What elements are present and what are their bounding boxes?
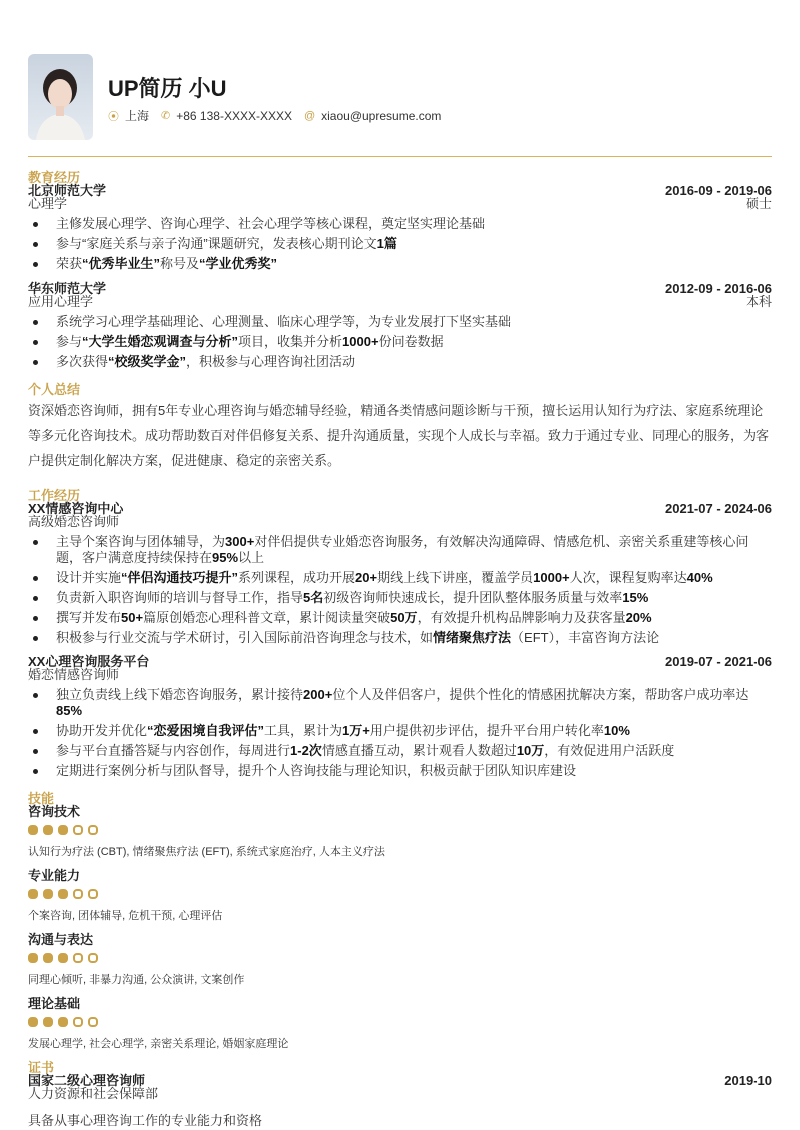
text: 份问卷数据 <box>378 333 444 349</box>
bold-text: 300+ <box>225 534 255 549</box>
bullet-list <box>28 687 772 778</box>
rating-dot-empty <box>88 825 98 835</box>
text: 荣获 <box>56 256 83 271</box>
certificate-issuer-row <box>28 1087 772 1100</box>
bold-text: 20% <box>625 609 652 625</box>
bullet-item <box>28 743 772 759</box>
certificate-description: 具备从事心理咨询工作的专业能力和资格 <box>28 1113 263 1128</box>
text: （EFT），丰富咨询方法论 <box>511 629 660 645</box>
bold-text: 50万 <box>390 609 418 625</box>
text: 设计并实施 <box>56 569 122 585</box>
text: 参与平台直播答疑与内容创作，每周进行 <box>56 742 291 758</box>
entry-degree: 硕士 <box>745 196 772 211</box>
entry-organization: 北京师范大学 <box>28 183 107 198</box>
entry-date: 2012-09 - 2016-06 <box>665 280 772 296</box>
bold-text: “伴侣沟通技巧提升” <box>121 569 239 585</box>
bold-text: 40% <box>686 569 713 585</box>
summary-text: 资深婚恋咨询师，拥有5年专业心理咨询与婚恋辅导经验，精通各类情感问题诊断与干预，擅长运用认知行为疗法、家庭系统理论等多元化咨询技术。成功帮助数百对伴侣修复关系、提升沟通质量，实现个人成长与幸福。致力于通过专业、同理心的服务，为客户提供定制化解决方案，促进健康、稳定的亲密关系。 <box>28 403 770 468</box>
skill-name: 沟通与表达 <box>28 932 94 947</box>
rating-dot-filled <box>28 1017 38 1027</box>
text: 工具，累计为 <box>264 722 343 738</box>
entry-item <box>28 502 772 645</box>
phone-icon: ✆ <box>161 110 171 122</box>
education-section <box>28 184 772 369</box>
bold-text: 1000+ <box>533 569 570 585</box>
entry-date: 2019-07 - 2021-06 <box>665 654 772 669</box>
bullet-item <box>28 314 772 330</box>
location-icon: ⦿ <box>108 110 119 123</box>
rating-dot-empty <box>73 1017 83 1027</box>
rating-dot-empty <box>73 953 83 963</box>
skill-item <box>28 805 772 859</box>
bullet-list <box>28 534 772 645</box>
rating-dot-filled <box>58 1017 68 1027</box>
text: 位个人及伴侣客户，提供个性化的情感困扰解决方案，帮助客户成功率达 <box>332 687 749 702</box>
entry-subheader <box>28 515 772 528</box>
entry-date: 2021-07 - 2024-06 <box>665 501 772 516</box>
bold-text: “恋爱困境自我评估” <box>147 722 265 738</box>
text: ，有效提升机构品牌影响力及获客量 <box>417 609 626 625</box>
skill-keywords: 同理心倾听, 非暴力沟通, 公众演讲, 文案创作 <box>28 974 245 986</box>
skills-title: 技能 <box>28 791 55 806</box>
bold-text: 情绪聚焦疗法 <box>433 629 512 645</box>
skill-rating <box>28 953 772 963</box>
bullet-item <box>28 534 772 565</box>
candidate-name: UP简历 小U <box>108 76 227 101</box>
entry-header <box>28 184 772 197</box>
skill-name: 专业能力 <box>28 868 81 883</box>
rating-dot-filled <box>43 953 53 963</box>
bullet-list <box>28 216 772 272</box>
bold-text: 200+ <box>303 687 333 702</box>
bullet-item <box>28 687 772 718</box>
rating-dot-filled <box>43 1017 53 1027</box>
bullet-item <box>28 334 772 350</box>
text: 主修发展心理学、咨询心理学、社会心理学等核心课程，奠定坚实理论基础 <box>56 216 486 231</box>
skill-keywords: 发展心理学, 社会心理学, 亲密关系理论, 婚姻家庭理论 <box>28 1038 289 1050</box>
text: 多次获得 <box>56 353 109 369</box>
bold-text: 95% <box>212 549 239 565</box>
entry-header <box>28 655 772 668</box>
text: 对伴侣提供专业婚恋咨询服务，有效解决沟通障碍、情感危机、亲密关系重建等核心问题，客户满意度持续保持在 <box>56 534 749 565</box>
text: 系列课程，成功开展 <box>238 569 356 585</box>
bold-text: 50+ <box>121 609 144 625</box>
entry-role: 婚恋情感咨询师 <box>28 667 120 682</box>
bold-text: 1-2次 <box>290 742 322 758</box>
text: 参与 <box>56 333 83 349</box>
contact-info <box>108 107 441 124</box>
bold-text: 10% <box>603 722 630 738</box>
bold-text: 1000+ <box>342 333 379 349</box>
bullet-item <box>28 236 772 252</box>
skill-item <box>28 869 772 923</box>
entry-date: 2016-09 - 2019-06 <box>665 183 772 198</box>
bold-text: “校级奖学金” <box>108 353 187 369</box>
rating-dot-empty <box>88 1017 98 1027</box>
work-section <box>28 502 772 778</box>
profile-photo <box>28 54 93 140</box>
certificates-title: 证书 <box>28 1060 55 1075</box>
skill-name: 咨询技术 <box>28 804 81 819</box>
email-icon: @ <box>303 109 316 122</box>
bold-text: 5名 <box>303 589 324 605</box>
bullet-item <box>28 610 772 626</box>
text: 用户提供初步评估，提升平台用户转化率 <box>369 722 604 738</box>
text: 人次，课程复购率达 <box>569 569 687 585</box>
skill-rating <box>28 1017 772 1027</box>
entry-header <box>28 502 772 515</box>
email[interactable]: xiaou@upresume.com <box>321 108 442 123</box>
entry-organization: XX情感咨询中心 <box>28 501 124 516</box>
text: 参与“家庭关系与亲子沟通”课题研究，发表核心期刊论文 <box>56 236 377 251</box>
skill-rating <box>28 825 772 835</box>
entry-role: 高级婚恋咨询师 <box>28 514 120 529</box>
phone: +86 138-XXXX-XXXX <box>176 108 292 123</box>
bullet-item <box>28 763 772 779</box>
text: 初级咨询师快速成长，提升团队整体服务质量与效率 <box>323 589 623 605</box>
bullet-item <box>28 216 772 232</box>
bold-text: 10万 <box>516 742 545 758</box>
skill-keywords: 个案咨询, 团体辅导, 危机干预, 心理评估 <box>28 910 223 922</box>
text: 独立负责线上线下婚恋咨询服务，累计接待 <box>56 687 304 702</box>
text: 撰写并发布 <box>56 609 122 625</box>
bullet-item <box>28 256 772 272</box>
resume-header <box>28 0 772 157</box>
text: 期线上线下讲座，覆盖学员 <box>377 569 534 585</box>
certificate-name: 国家二级心理咨询师 <box>28 1073 146 1088</box>
text: 协助开发并优化 <box>56 722 148 738</box>
bold-text: 20+ <box>355 569 378 585</box>
text: 情感直播互动，累计观看人数超过 <box>321 742 517 758</box>
rating-dot-filled <box>58 889 68 899</box>
text: 篇原创婚恋心理科普文章，累计阅读量突破 <box>143 609 391 625</box>
text: 主导个案咨询与团体辅导，为 <box>56 534 226 549</box>
work-title: 工作经历 <box>28 488 81 503</box>
skills-section <box>28 805 772 1051</box>
text: 系统学习心理学基础理论、心理测量、临床心理学等，为专业发展打下坚实基础 <box>56 313 512 329</box>
location: 上海 <box>125 109 150 123</box>
certificates-section <box>28 1074 772 1129</box>
resume-page <box>28 0 772 1129</box>
bold-text: “大学生婚恋观调查与分析” <box>82 333 239 349</box>
text: 称号及 <box>160 256 200 271</box>
entry-subheader <box>28 197 772 210</box>
bold-text: “优秀毕业生” <box>82 256 161 271</box>
bold-text: 15% <box>622 589 649 605</box>
skill-keywords: 认知行为疗法 (CBT), 情绪聚焦疗法 (EFT), 系统式家庭治疗, 人本主义疗法 <box>28 846 385 858</box>
entry-subheader <box>28 668 772 681</box>
bullet-item <box>28 630 772 646</box>
entry-degree: 本科 <box>745 293 772 309</box>
bullet-item <box>28 723 772 739</box>
text: 定期进行案例分析与团队督导，提升个人咨询技能与理论知识，积极贡献于团队知识库建设 <box>56 762 577 778</box>
rating-dot-empty <box>88 953 98 963</box>
summary-title: 个人总结 <box>28 382 81 397</box>
bullet-list <box>28 314 772 370</box>
rating-dot-empty <box>88 889 98 899</box>
rating-dot-empty <box>73 889 83 899</box>
rating-dot-filled <box>43 825 53 835</box>
certificate-issuer: 人力资源和社会保障部 <box>28 1086 159 1101</box>
bold-text: 1万+ <box>342 722 370 738</box>
skill-item <box>28 997 772 1051</box>
rating-dot-filled <box>28 825 38 835</box>
text: 以上 <box>238 549 265 565</box>
entry-item <box>28 184 772 272</box>
bullet-item <box>28 590 772 606</box>
rating-dot-filled <box>58 953 68 963</box>
entry-header <box>28 282 772 295</box>
education-title: 教育经历 <box>28 170 81 185</box>
entry-item <box>28 655 772 778</box>
rating-dot-filled <box>28 889 38 899</box>
skill-item <box>28 933 772 987</box>
rating-dot-filled <box>58 825 68 835</box>
bold-text: 1篇 <box>376 236 397 251</box>
bullet-item <box>28 354 772 370</box>
entry-role: 心理学 <box>28 196 68 211</box>
entry-organization: 华东师范大学 <box>28 280 107 296</box>
entry-subheader <box>28 295 772 308</box>
bold-text: “学业优秀奖” <box>199 256 278 271</box>
rating-dot-filled <box>28 953 38 963</box>
text: 项目，收集并分析 <box>238 333 343 349</box>
skill-rating <box>28 889 772 899</box>
skill-name: 理论基础 <box>28 996 81 1011</box>
rating-dot-filled <box>43 889 53 899</box>
bold-text: 85% <box>56 702 83 718</box>
bullet-item <box>28 570 772 586</box>
entry-role: 应用心理学 <box>28 293 94 309</box>
text: ，有效促进用户活跃度 <box>544 742 675 758</box>
entry-organization: XX心理咨询服务平台 <box>28 654 150 669</box>
entry-item <box>28 282 772 370</box>
text: 积极参与行业交流与学术研讨，引入国际前沿咨询理念与技术，如 <box>56 629 434 645</box>
text: 负责新入职咨询师的培训与督导工作，指导 <box>56 589 304 605</box>
rating-dot-empty <box>73 825 83 835</box>
text: ，积极参与心理咨询社团活动 <box>186 353 356 369</box>
certificate-date: 2019-10 <box>724 1073 772 1088</box>
